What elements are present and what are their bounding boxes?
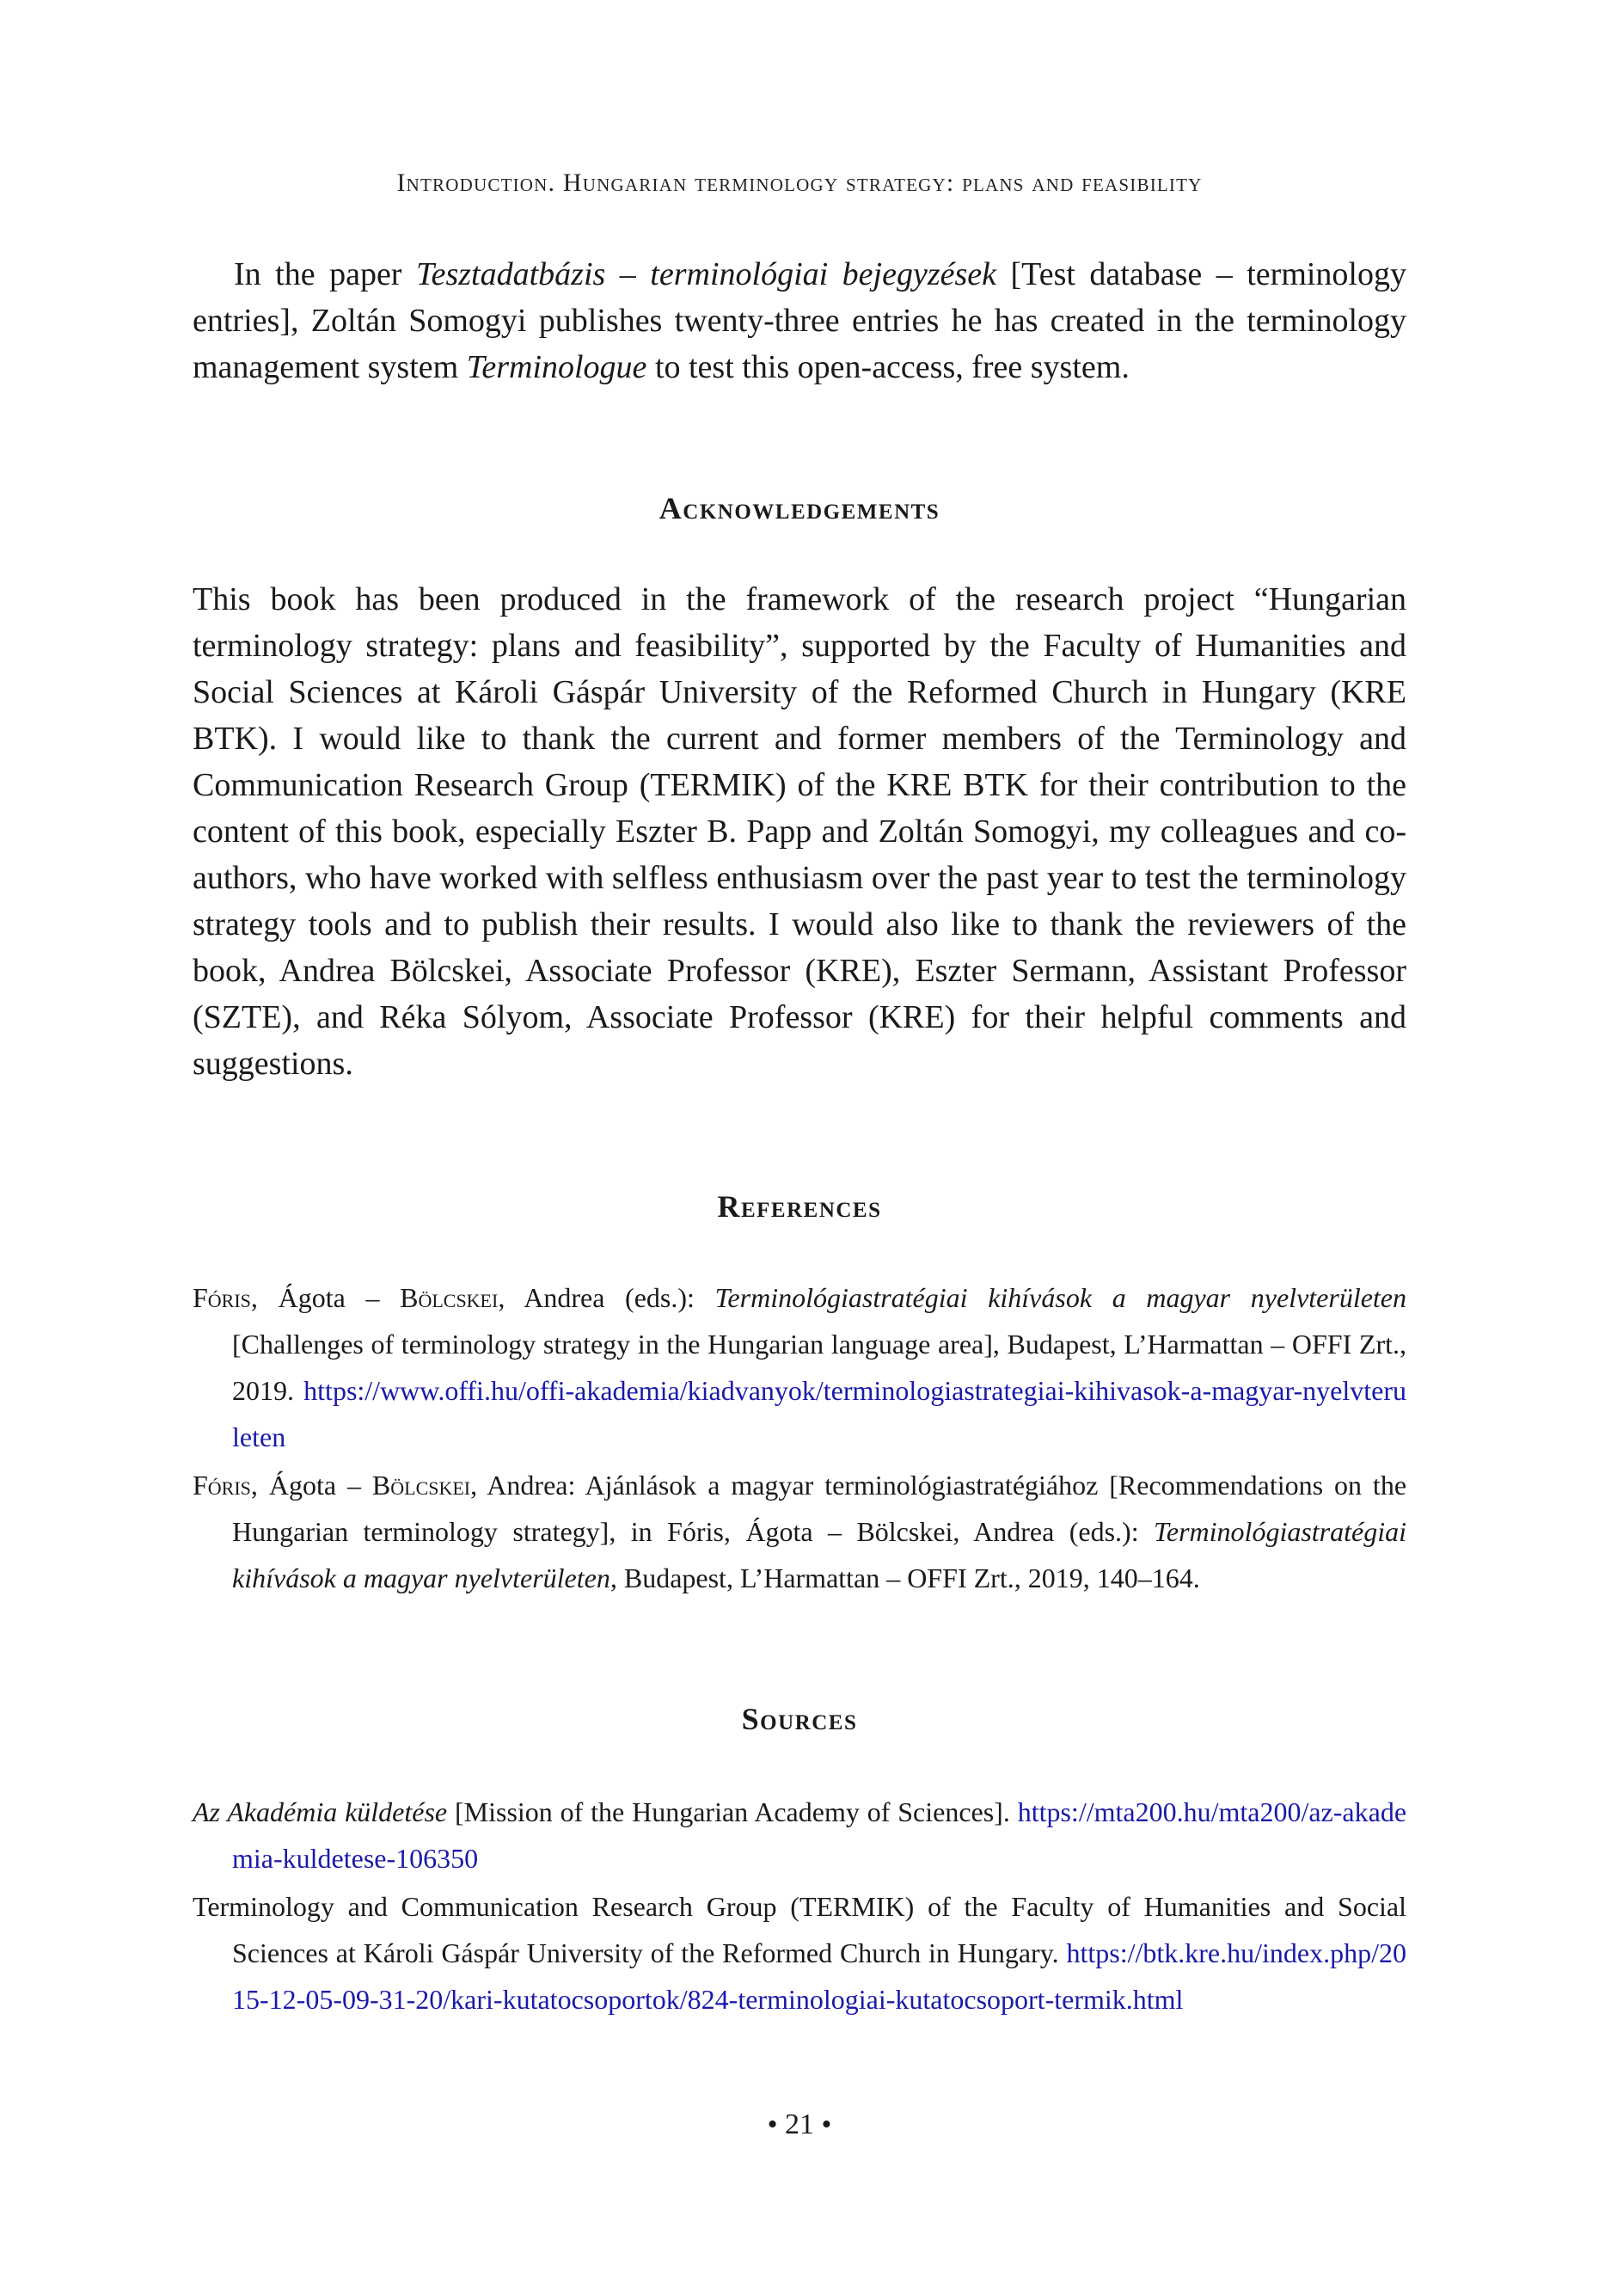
references-heading: References	[717, 1189, 882, 1224]
source-link[interactable]: https://btk.kre.hu/index.php/2015-12-05-09-31-20/kari-kutatocsoportok/824-terminologiai-kutatocsoport-termik.html	[232, 1937, 1406, 2015]
intro-paragraph: In the paper Tesztadatbázis – terminológiai bejegyzések [Test database – terminology entries], Zoltán Somogyi publishes twenty-three entries he has created in the terminology management system Terminologue to test this open-access, free system.	[193, 256, 1406, 385]
running-head: Introduction. Hungarian terminology strategy: plans and feasibility	[396, 169, 1203, 197]
paper-title: Tesztadatbázis – terminológiai bejegyzések	[415, 256, 997, 292]
source-item: Terminology and Communication Research Group (TERMIK) of the Faculty of Humanities and Social Sciences at Károli Gáspár University of the Reformed Church in Hungary. https://btk.kre.hu/index.php/2015-12-05-09-31-20/kari-kutatocsoportok/824-terminologiai-kutatocsoport-termik.html	[193, 1891, 1406, 2015]
source-item: Az Akadémia küldetése [Mission of the Hungarian Academy of Sciences]. https://mta200.hu/mta200/az-akademia-kuldetese-106350	[193, 1796, 1407, 1874]
page-number: • 21 •	[767, 2109, 832, 2140]
source-link[interactable]: https://mta200.hu/mta200/az-akademia-kuldetese-106350	[232, 1796, 1407, 1874]
acknowledgements-heading: Acknowledgements	[659, 491, 940, 525]
reference-link[interactable]: https://www.offi.hu/offi-akademia/kiadvanyok/terminologiastrategiai-kihivasok-a-magyar-nyelvteruleten	[232, 1375, 1406, 1452]
sources-heading: Sources	[741, 1702, 858, 1736]
reference-item: Fóris, Ágota – Bölcskei, Andrea (eds.): Terminológiastratégiai kihívások a magyar nyelvterületen [Challenges of terminology strategy in the Hungarian language area], Budapest, L’Harmattan – OFFI Zrt., 2019. https://www.offi.hu/offi-akademia/kiadvanyok/terminologiastrategiai-kihivasok-a-magyar-nyelvteruleten	[193, 1282, 1406, 1452]
system-name: Terminologue	[466, 349, 647, 385]
acknowledgements-paragraph: This book has been produced in the framework of the research project “Hungarian terminology strategy: plans and feasibility”, supported by the Faculty of Humanities and Social Sciences at Károli Gáspár University of the Reformed Church in Hungary (KRE BTK). I would like to thank the current and former members of the Terminology and Communication Research Group (TERMIK) of the KRE BTK for their contribution to the content of this book, especially Eszter B. Papp and Zoltán Somogyi, my colleagues and co-authors, who have worked with selfless enthusiasm over the past year to test the terminology strategy tools and to publish their results. I would also like to thank the reviewers of the book, Andrea Bölcskei, Associate Professor (KRE), Eszter Sermann, Assistant Professor (SZTE), and Réka Sólyom, Associate Professor (KRE) for their helpful comments and suggestions.	[193, 581, 1406, 1082]
reference-item: Fóris, Ágota – Bölcskei, Andrea: Ajánlások a magyar terminológiastratégiához [Recommendations on the Hungarian terminology strategy], in Fóris, Ágota – Bölcskei, Andrea (eds.): Terminológiastratégiai kihívások a magyar nyelvterületen, Budapest, L’Harmattan – OFFI Zrt., 2019, 140–164.	[193, 1470, 1407, 1593]
